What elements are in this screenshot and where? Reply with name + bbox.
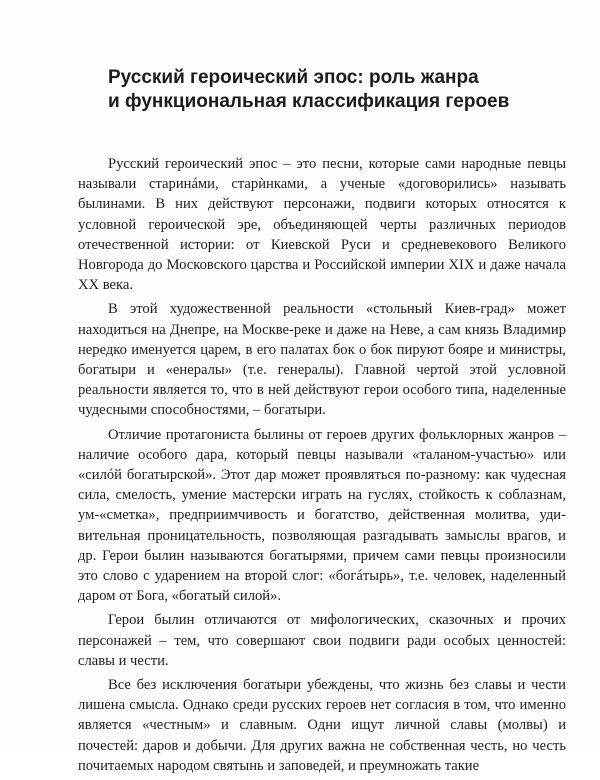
- heading-line-1: Русский героический эпос: роль жанра: [108, 67, 479, 88]
- body-text: [78, 154, 566, 780]
- paragraph: Все без исключения богатыри убеждены, что жизнь без славы и чести лишена смысла. Однако среди русских героев нет согласия в том, что именно является «честным» и славным. Одни ищут личной славы (молвы) и почестей: даров и добычи. Для других важна не собственная честь, но честь почитаемых народом святынь и заповедей, и преумножать такие: [78, 677, 566, 774]
- paragraph: В этой художественной реальности «стольный Киев-град» может находиться на Днепре, на Москве-реке и даже на Неве, а сам князь Владимир нередко именуется царем, в его палатах бок о бок пируют бояре и министры, богатыри и «енералы» (т.е. генералы). Главной чертой этой условной реальности является то, что в ней действуют герои особого типа, наделенные чудесными способностями, – богатыри.: [78, 301, 566, 419]
- paragraph: Отличие протагониста былины от героев других фольклорных жанров – наличие особого дара, который певцы называли «таланом-участью» или «силóй богатырской». Этот дар может проявляться по-разному: как чудесная сила, смелость, умение мастерски играть на гуслях, стойкость к соблазнам, ум-«сметка», предприимчивость и богатство, действенная молитва, удивительная проницательность, позволяющая разгадывать замыслы врагов, и др. Герои былин называются богатырями, причем сами певцы произносили это слово с ударением на второй слог: «богáтырь», т.е. человек, наделенный даром от Бога, «богатый силой».: [78, 426, 566, 605]
- paragraph: Русский героический эпос – это песни, которые сами народные певцы называли старинáми, старѝнками, а ученые «договорились» называть былинами. В них действуют персонажи, подвиги которых относятся к условной героической эре, объединяющей черты различных периодов отечественной истории: от Киевской Руси и средневекового Великого Новгорода до Московского царства и Российской империи XIX и даже начала XX века.: [78, 156, 566, 294]
- paragraph: Герои былин отличаются от мифологических, сказочных и прочих персонажей – тем, что совершают свои подвиги ради особых ценностей: славы и чести.: [78, 612, 566, 669]
- chapter-heading: [108, 66, 538, 114]
- heading-line-2: и функциональная классификация героев: [108, 91, 510, 112]
